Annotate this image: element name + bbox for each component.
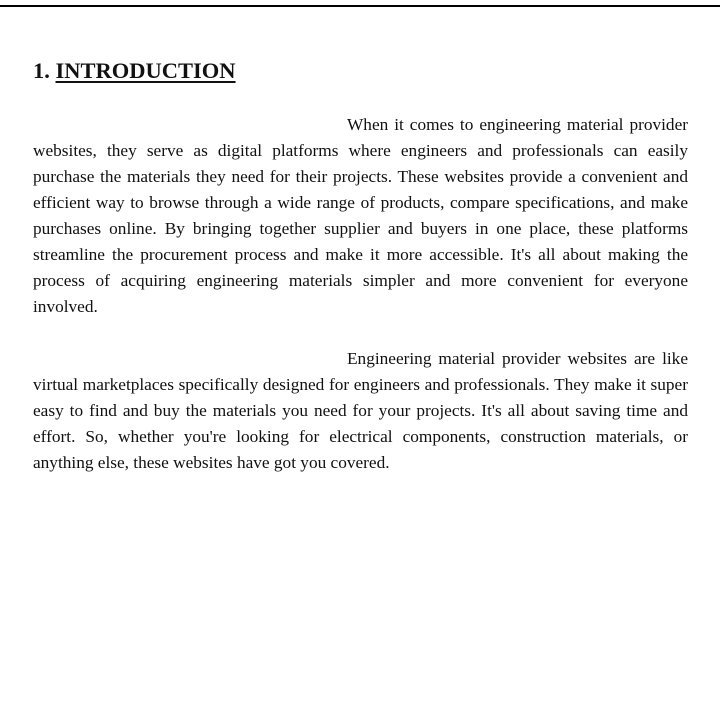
section-heading xyxy=(33,56,688,86)
document-page xyxy=(33,56,688,476)
section-number: 1. xyxy=(33,58,50,83)
intro-paragraph-1: When it comes to engineering material provider websites, they serve as digital platforms where engineers and professionals can easily purchase the materials they need for their projects. These websites provide a convenient and efficient way to browse through a wide range of products, compare specifications, and make purchases online. By bringing together supplier and buyers in one place, these platforms streamline the procurement process and make it more accessible. It's all about making the process of acquiring engineering materials simpler and more convenient for everyone involved. xyxy=(33,115,688,316)
intro-paragraph-2: Engineering material provider websites are like virtual marketplaces specifically designed for engineers and professionals. They make it super easy to find and buy the materials you need for your projects. It's all about saving time and effort. So, whether you're looking for electrical components, construction materials, or anything else, these websites have got you covered. xyxy=(33,349,688,472)
section-title: INTRODUCTION xyxy=(55,58,236,83)
top-border-line xyxy=(0,5,720,7)
